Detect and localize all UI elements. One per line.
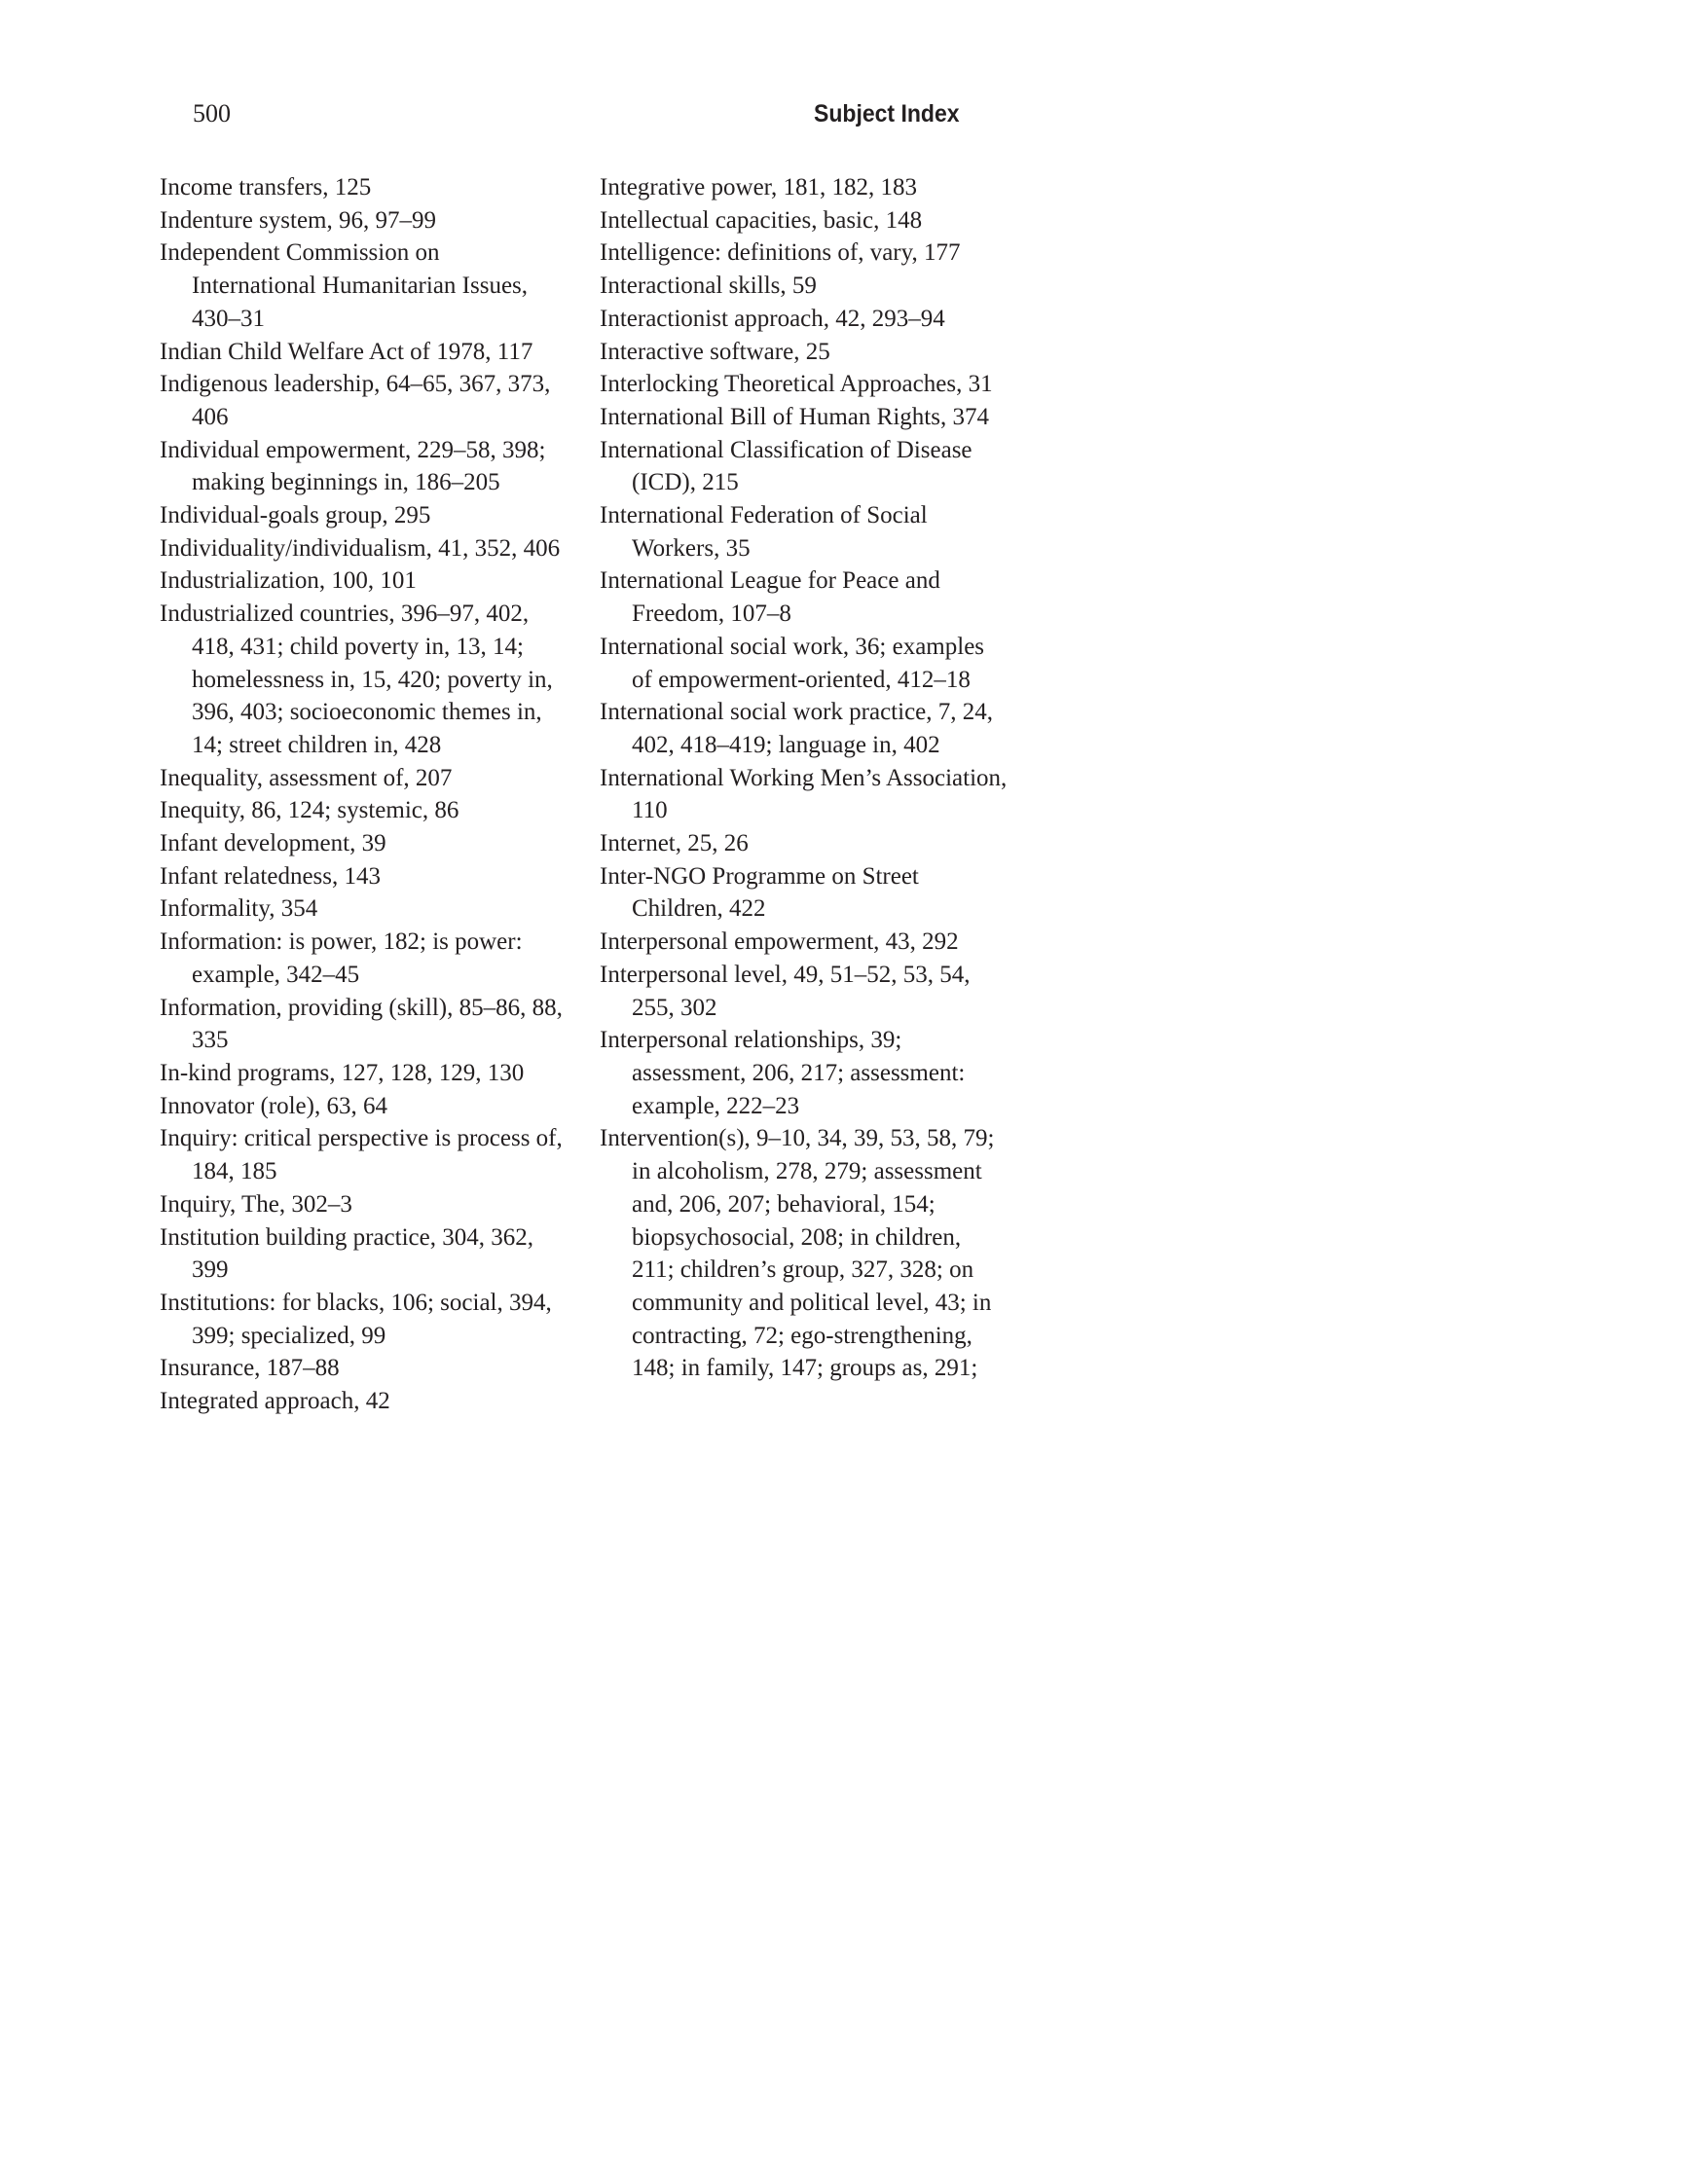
index-column-left (160, 171, 569, 1418)
index-entry: Indenture system, 96, 97–99 (160, 206, 436, 234)
index-entry: Interactionist approach, 42, 293–94 (600, 305, 945, 332)
index-entry: Information, providing (skill), 85–86, 88, 335 (160, 994, 563, 1054)
index-entry: Integrative power, 181, 182, 183 (600, 174, 918, 200)
index-entry: Inequality, assessment of, 207 (160, 764, 453, 791)
index-entry: Interactive software, 25 (600, 338, 830, 365)
index-entry: Indigenous leadership, 64–65, 367, 373, 406 (160, 371, 551, 430)
index-entry: Industrialization, 100, 101 (160, 567, 417, 595)
index-entry: Individual empowerment, 229–58, 398; making beginnings in, 186–205 (160, 436, 546, 496)
index-entry: Industrialized countries, 396–97, 402, 418, 431; child poverty in, 13, 14; homelessness in, 15, 420; poverty in, 396, 403; socioeconomic themes in, 14; street children in, 428 (160, 601, 553, 758)
index-entry: Informality, 354 (160, 895, 318, 923)
index-entry: Intelligence: definitions of, vary, 177 (600, 239, 961, 267)
index-entry: Internet, 25, 26 (600, 830, 749, 857)
index-entry: Infant relatedness, 143 (160, 862, 382, 890)
index-entry: Interactional skills, 59 (600, 273, 817, 300)
index-entry: Independent Commission on International Humanitarian Issues, 430–31 (160, 239, 529, 332)
index-entry: Interlocking Theoretical Approaches, 31 (600, 371, 993, 398)
index-entry: Integrated approach, 42 (160, 1388, 390, 1415)
index-entry: In-kind programs, 127, 128, 129, 130 (160, 1059, 525, 1086)
index-entry: Intellectual capacities, basic, 148 (600, 206, 923, 234)
index-entry: International Federation of Social Workers, 35 (600, 502, 928, 562)
index-entry: Inquiry, The, 302–3 (160, 1190, 352, 1218)
index-entry: Intervention(s), 9–10, 34, 39, 53, 58, 79; in alcoholism, 278, 279; assessment and, 206, 207; behavioral, 154; biopsychosocial, 208; in children, 211; children’s group, 327, 328; on community and political level, 43; in contracting, 72; ego-strengthening, 148; in family, 147; groups as, 291; (600, 1125, 995, 1382)
index-entry: Institution building practice, 304, 362, 399 (160, 1223, 533, 1284)
index-entry: International social work, 36; examples of empowerment-oriented, 412–18 (600, 633, 985, 693)
page-number: 500 (193, 99, 231, 127)
index-entry: International Working Men’s Association, 110 (600, 764, 1008, 824)
index-entry: Individuality/individualism, 41, 352, 406 (160, 534, 561, 562)
index-column-right (600, 171, 1009, 1385)
index-entry: Inquiry: critical perspective is process of, 184, 185 (160, 1125, 563, 1185)
running-head: Subject Index (814, 100, 960, 127)
index-entry: International League for Peace and Freedom, 107–8 (600, 567, 940, 628)
index-entry: Individual-goals group, 295 (160, 502, 431, 529)
index-entry: International Bill of Human Rights, 374 (600, 403, 989, 430)
index-entry: Insurance, 187–88 (160, 1355, 340, 1382)
index-entry: Interpersonal level, 49, 51–52, 53, 54, 255, 302 (600, 961, 971, 1021)
index-entry: International social work practice, 7, 24, 402, 418–419; language in, 402 (600, 699, 994, 758)
index-entry: Indian Child Welfare Act of 1978, 117 (160, 338, 533, 365)
index-entry: Interpersonal empowerment, 43, 292 (600, 928, 959, 956)
index-entry: International Classification of Disease (ICD), 215 (600, 436, 972, 496)
index-entry: Income transfers, 125 (160, 174, 372, 200)
index-entry: Information: is power, 182; is power: example, 342–45 (160, 928, 523, 988)
index-entry: Inequity, 86, 124; systemic, 86 (160, 797, 459, 824)
index-entry: Innovator (role), 63, 64 (160, 1092, 387, 1119)
index-entry: Institutions: for blacks, 106; social, 394, 399; specialized, 99 (160, 1289, 552, 1349)
index-entry: Infant development, 39 (160, 830, 386, 857)
index-entry: Interpersonal relationships, 39; assessment, 206, 217; assessment: example, 222–23 (600, 1027, 966, 1119)
index-entry: Inter-NGO Programme on Street Children, 422 (600, 862, 919, 923)
